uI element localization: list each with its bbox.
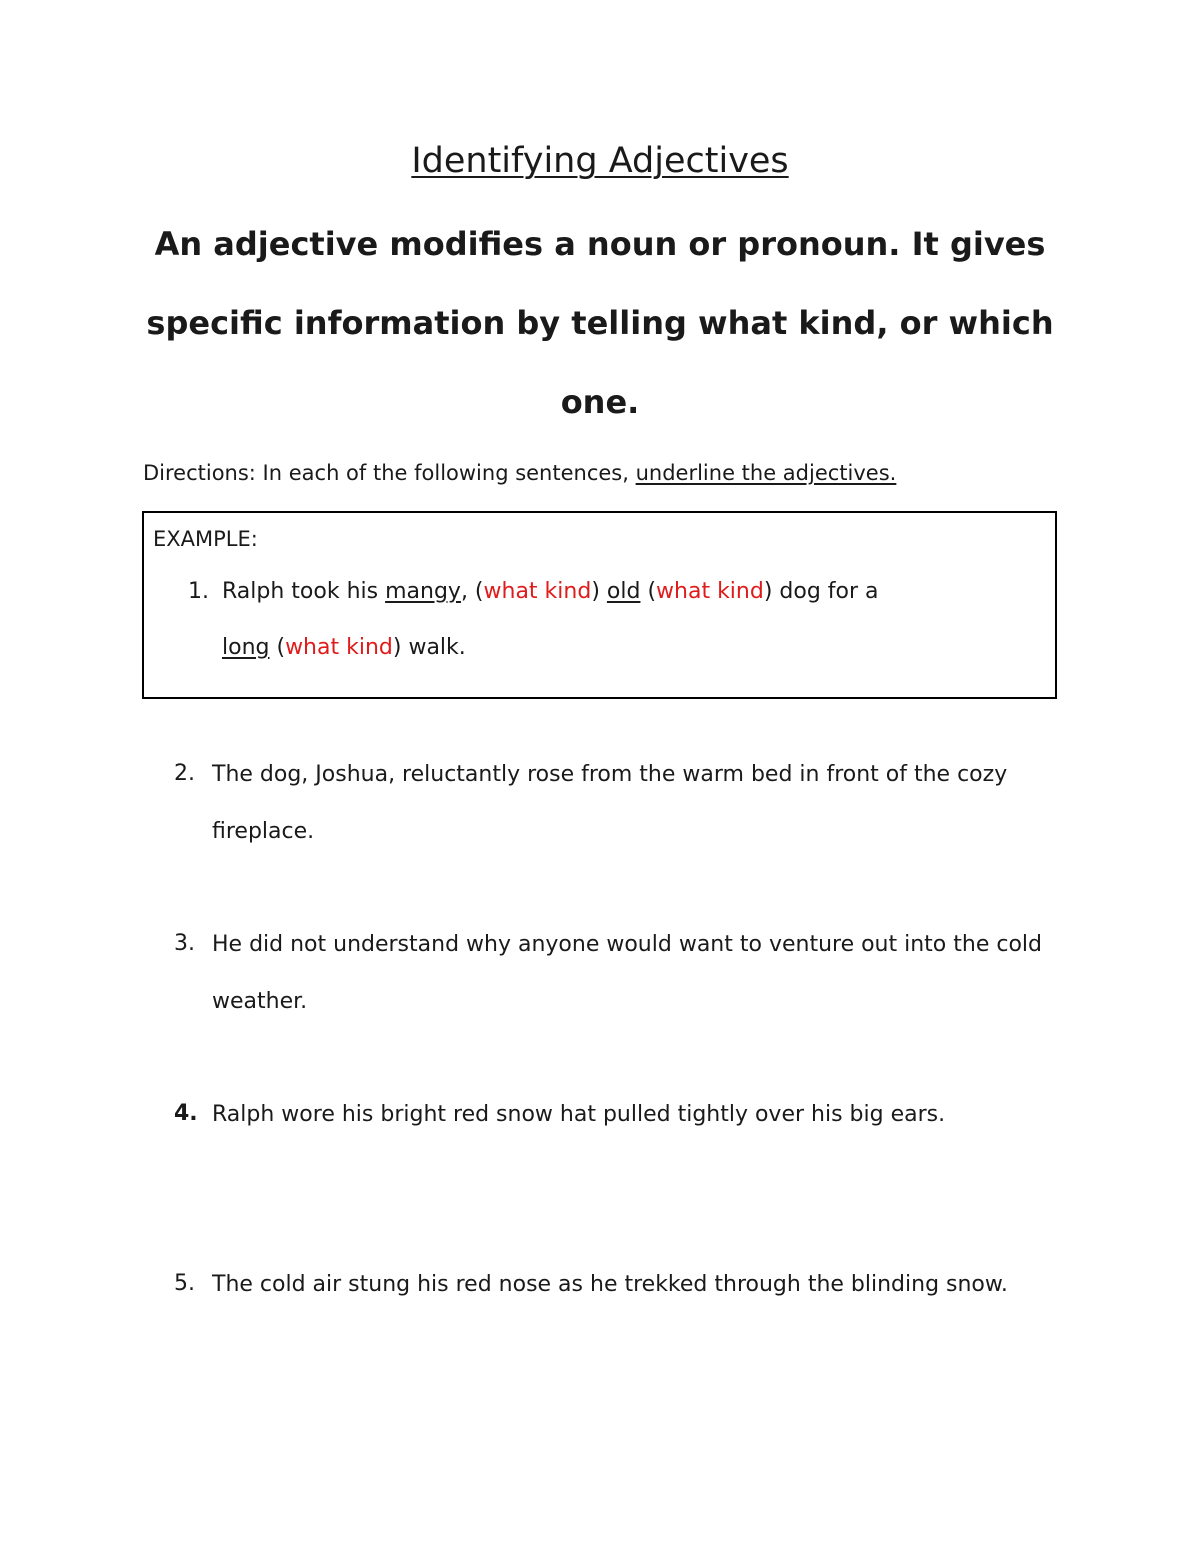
- example-text-segment: ) dog for a: [763, 579, 879, 604]
- example-what-kind: what kind: [483, 579, 592, 604]
- example-label: EXAMPLE:: [153, 527, 258, 551]
- example-text-segment: (: [269, 635, 286, 660]
- question-text[interactable]: Ralph wore his bright red snow hat pulled tightly over his big ears.: [212, 1102, 946, 1127]
- directions: [143, 458, 896, 488]
- question-number: 3.: [174, 931, 195, 956]
- page-title: Identifying Adjectives: [411, 141, 789, 181]
- question-number: 4.: [174, 1101, 198, 1126]
- question-number: 5.: [174, 1271, 195, 1296]
- example-text-segment: ) walk.: [392, 635, 466, 660]
- example-adjective: long: [222, 635, 270, 660]
- example-number: 1.: [188, 579, 209, 604]
- example-text-segment: , (: [460, 579, 484, 604]
- definition-text: An adjective modifies a noun or pronoun. It gives specific information by telling what kind, or which one.: [146, 225, 1054, 421]
- example-text-segment: ): [591, 579, 607, 604]
- example-sentence: [222, 564, 1012, 676]
- example-what-kind: what kind: [285, 635, 393, 660]
- question-text[interactable]: The dog, Joshua, reluctantly rose from the warm bed in front of the cozy fireplace.: [212, 762, 1008, 844]
- example-what-kind: what kind: [656, 579, 764, 604]
- question-text[interactable]: He did not understand why anyone would want to venture out into the cold weather.: [212, 932, 1042, 1014]
- question-text[interactable]: The cold air stung his red nose as he trekked through the blinding snow.: [212, 1272, 1008, 1297]
- example-text-segment: Ralph took his: [222, 579, 386, 604]
- question-number: 2.: [174, 761, 195, 786]
- directions-prefix: Directions: In each of the following sentences,: [143, 461, 636, 485]
- directions-emphasis: underline the adjectives.: [635, 461, 897, 485]
- example-adjective: mangy: [385, 579, 461, 604]
- example-box: [142, 511, 1057, 699]
- example-adjective: old: [606, 579, 641, 604]
- example-text-segment: (: [640, 579, 657, 604]
